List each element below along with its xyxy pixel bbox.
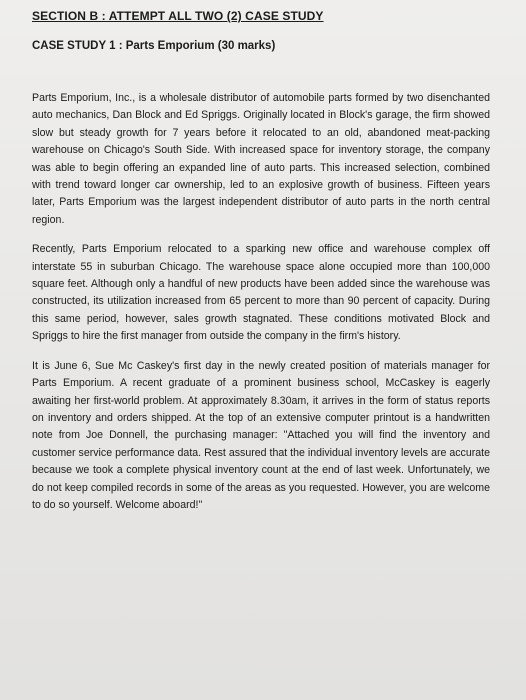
paragraph-1: Parts Emporium, Inc., is a wholesale distributor of automobile parts formed by two disenchanted auto mechanics, Dan Block and Ed Spriggs. Originally located in Block's garage, the firm showed slow but steady growth for 7 years before it relocated to an old, abandoned meat-packing warehouse on Chicago's South Side. With increased space for inventory storage, the company was able to begin offering an expanded line of auto parts. This increased selection, combined with trend toward longer car ownership, led to an explosive growth of business. Fifteen years later, Parts Emporium was the largest independent distributor of auto parts in the north central region. <box>32 92 490 226</box>
section-title: SECTION B : ATTEMPT ALL TWO (2) CASE STUDY <box>32 9 324 23</box>
case-study-title: CASE STUDY 1 : Parts Emporium (30 marks) <box>32 40 276 52</box>
paragraph-3: It is June 6, Sue Mc Caskey's first day in the newly created position of materials manager for Parts Emporium. A recent graduate of a prominent business school, McCaskey is eagerly awaiting her first-world problem. At approximately 8.30am, it arrives in the form of status reports on inventory and orders shipped. At the top of an extensive computer printout is a handwritten note from Joe Donnell, the purchasing manager: "Attached you will find the inventory and customer service performance data. Rest assured that the individual inventory levels are accurate because we took a complete physical inventory count at the end of last week. Unfortunately, we do not keep compiled records in some of the areas as you requested. However, you are welcome to do so yourself. Welcome aboard!" <box>32 359 490 511</box>
paragraph-2: Recently, Parts Emporium relocated to a sparking new office and warehouse complex off interstate 55 in suburban Chicago. The warehouse space alone occupied more than 100,000 square feet. Although only a handful of new products have been added since the warehouse was constructed, its utilization increased from 65 percent to more than 90 percent of capacity. During this same period, however, sales growth stagnated. These conditions motivated Block and Spriggs to hire the first manager from outside the company in the firm's history. <box>32 243 490 343</box>
case-study-body <box>32 90 490 526</box>
